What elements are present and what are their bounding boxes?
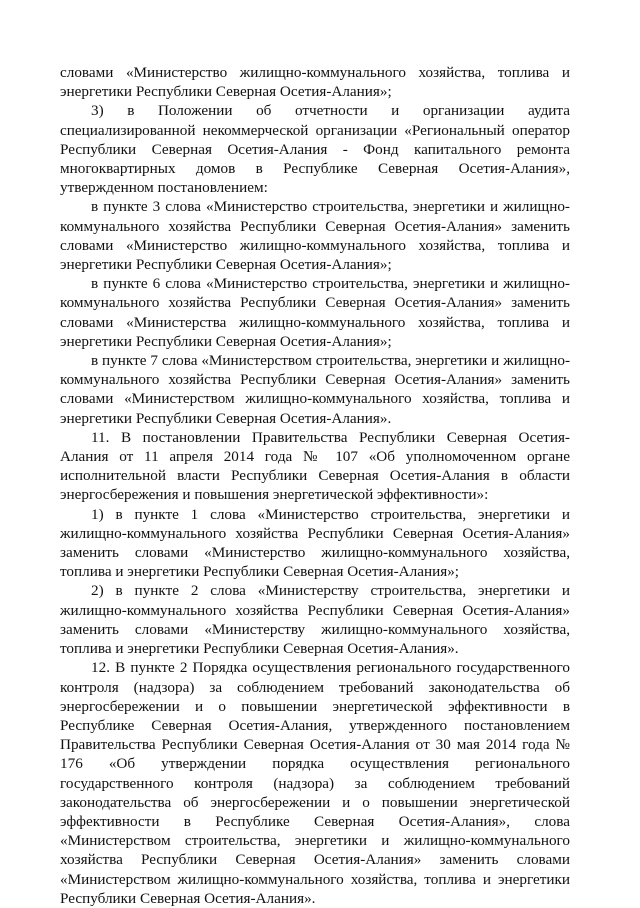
- paragraph-point-7: в пункте 7 слова «Министерством строительства, энергетики и жилищно-коммунального хозяйства Республики Северная Осетия-Алания» заменить словами «Министерством жилищно-коммунального хозяйства, топлива и энергетики Республики Северная Осетия-Алания».: [60, 352, 570, 427]
- paragraph-item-3: 3) в Положении об отчетности и организации аудита специализированной некоммерческой организации «Региональный оператор Республики Северная Осетия-Алания - Фонд капитального ремонта многоквартирных домов в Республике Северная Осетия-Алания», утвержденном постановлением:: [60, 102, 570, 197]
- document-page: [60, 63, 570, 908]
- paragraph-section-11-item-2: 2) в пункте 2 слова «Министерству строительства, энергетики и жилищно-коммунального хозяйства Республики Северная Осетия-Алания» заменить словами «Министерству жилищно-коммунального хозяйства, топлива и энергетики Республики Северная Осетия-Алания».: [60, 582, 570, 658]
- paragraph-point-3: в пункте 3 слова «Министерство строительства, энергетики и жилищно-коммунального хозяйства Республики Северная Осетия-Алания» заменить словами «Министерство жилищно-коммунального хозяйства, топлива и энергетики Республики Северная Осетия-Алания»;: [60, 198, 570, 274]
- paragraph-section-12: 12. В пункте 2 Порядка осуществления регионального государственного контроля (надзора) за соблюдением требований законодательства об энергосбережении и о повышении энергетической эффективности в Республике Северная Осетия-Алания, утвержденного постановлением Правительства Республики Северная Осетия-Алания от 30 мая 2014 года № 176 «Об утверждении порядка осуществления регионального государственного контроля (надзора) за соблюдением требований законодательства об энергосбережении и о повышении энергетической эффективности в Республике Северная Осетия-Алания», слова «Министерством строительства, энергетики и жилищно-коммунального хозяйства Республики Северная Осетия-Алания» заменить словами «Министерством жилищно-коммунального хозяйства, топлива и энергетики Республики Северная Осетия-Алания».: [60, 659, 570, 907]
- paragraph-point-6: в пункте 6 слова «Министерство строительства, энергетики и жилищно-коммунального хозяйства Республики Северная Осетия-Алания» заменить словами «Министерства жилищно-коммунального хозяйства, топлива и энергетики Республики Северная Осетия-Алания»;: [60, 275, 570, 350]
- paragraph-section-11-item-1: 1) в пункте 1 слова «Министерство строительства, энергетики и жилищно-коммунального хозяйства Республики Северная Осетия-Алания» заменить словами «Министерство жилищно-коммунального хозяйства, топлива и энергетики Республики Северная Осетия-Алания»;: [60, 505, 570, 581]
- paragraph-section-11: 11. В постановлении Правительства Республики Северная Осетия-Алания от 11 апреля 2014 года № 107 «Об уполномоченном органе исполнительной власти Республики Северная Осетия-Алания в области энергосбережения и повышения энергетической эффективности»:: [60, 428, 570, 504]
- paragraph-continuation: словами «Министерство жилищно-коммунального хозяйства, топлива и энергетики Республики Северная Осетия-Алания»;: [60, 64, 570, 101]
